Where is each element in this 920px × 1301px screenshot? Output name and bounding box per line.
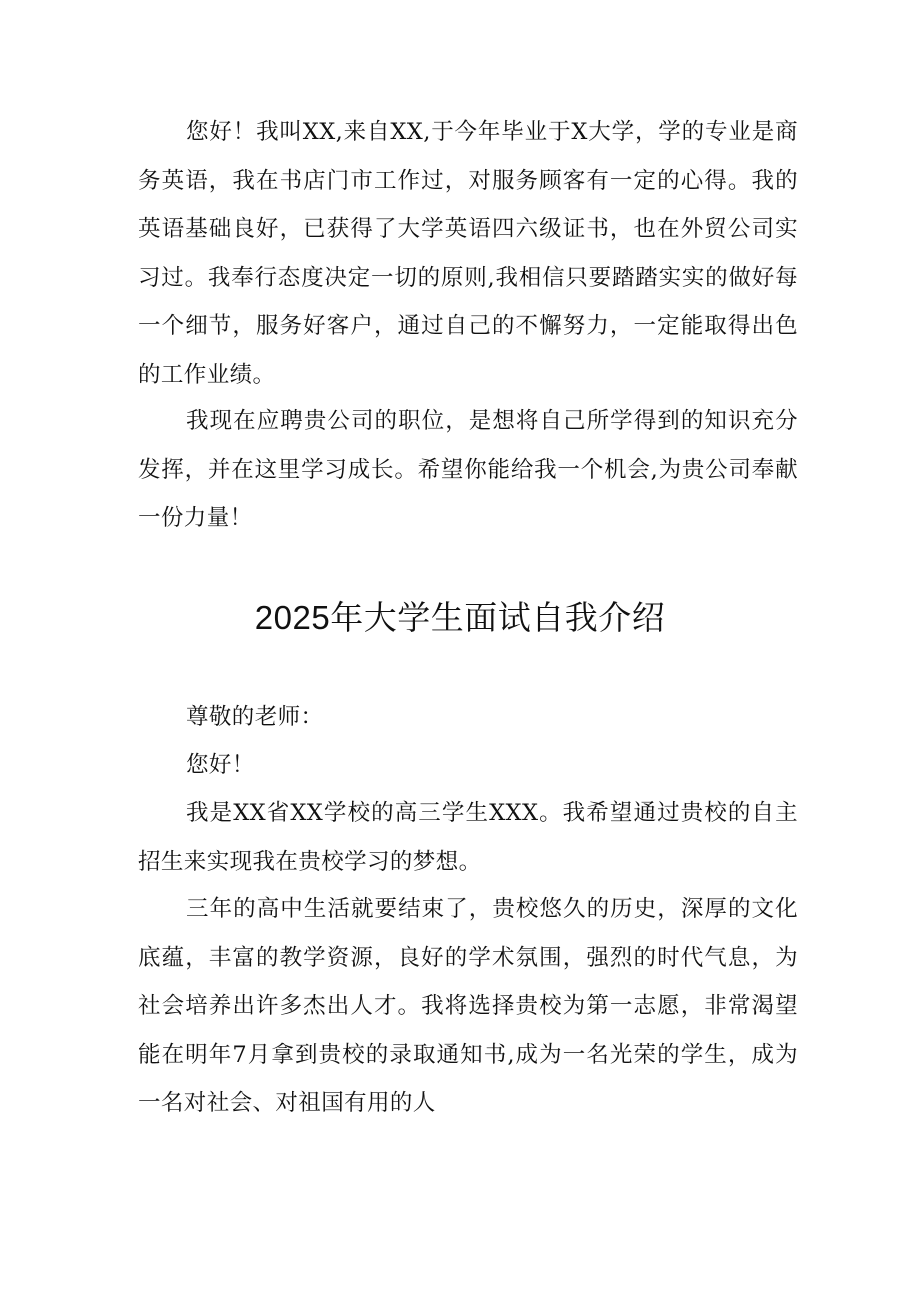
intro-paragraph-2: 我现在应聘贵公司的职位，是想将自己所学得到的知识充分发挥，并在这里学习成长。希望你能给我一个机会,为贵公司奉献一份力量！ (138, 408, 798, 531)
greeting: 您好！ (186, 752, 255, 778)
document-title: 2025年大学生面试自我介绍 (254, 599, 666, 636)
body-paragraph-2: 三年的高中生活就要结束了，贵校悠久的历史，深厚的文化底蕴，丰富的教学资源，良好的学术氛围，强烈的时代气息，为社会培养出许多杰出人才。我将选择贵校为第一志愿，非常渴望能在明年7月拿到贵校的录取通知书,成为一名光荣的学生，成为一名对社会、对祖国有用的人 (138, 896, 798, 1116)
intro-paragraph-1: 您好！我叫XX,来自XX,于今年毕业于X大学，学的专业是商务英语，我在书店门市工作过，对服务顾客有一定的心得。我的英语基础良好，已获得了大学英语四六级证书，也在外贸公司实习过。我奉行态度决定一切的原则,我相信只要踏踏实实的做好每一个细节，服务好客户，通过自己的不懈努力，一定能取得出色的工作业绩。 (138, 119, 798, 388)
salutation: 尊敬的老师： (186, 704, 324, 730)
body-paragraph-1: 我是XX省XX学校的高三学生XXX。我希望通过贵校的自主招生来实现我在贵校学习的梦想。 (138, 800, 798, 875)
